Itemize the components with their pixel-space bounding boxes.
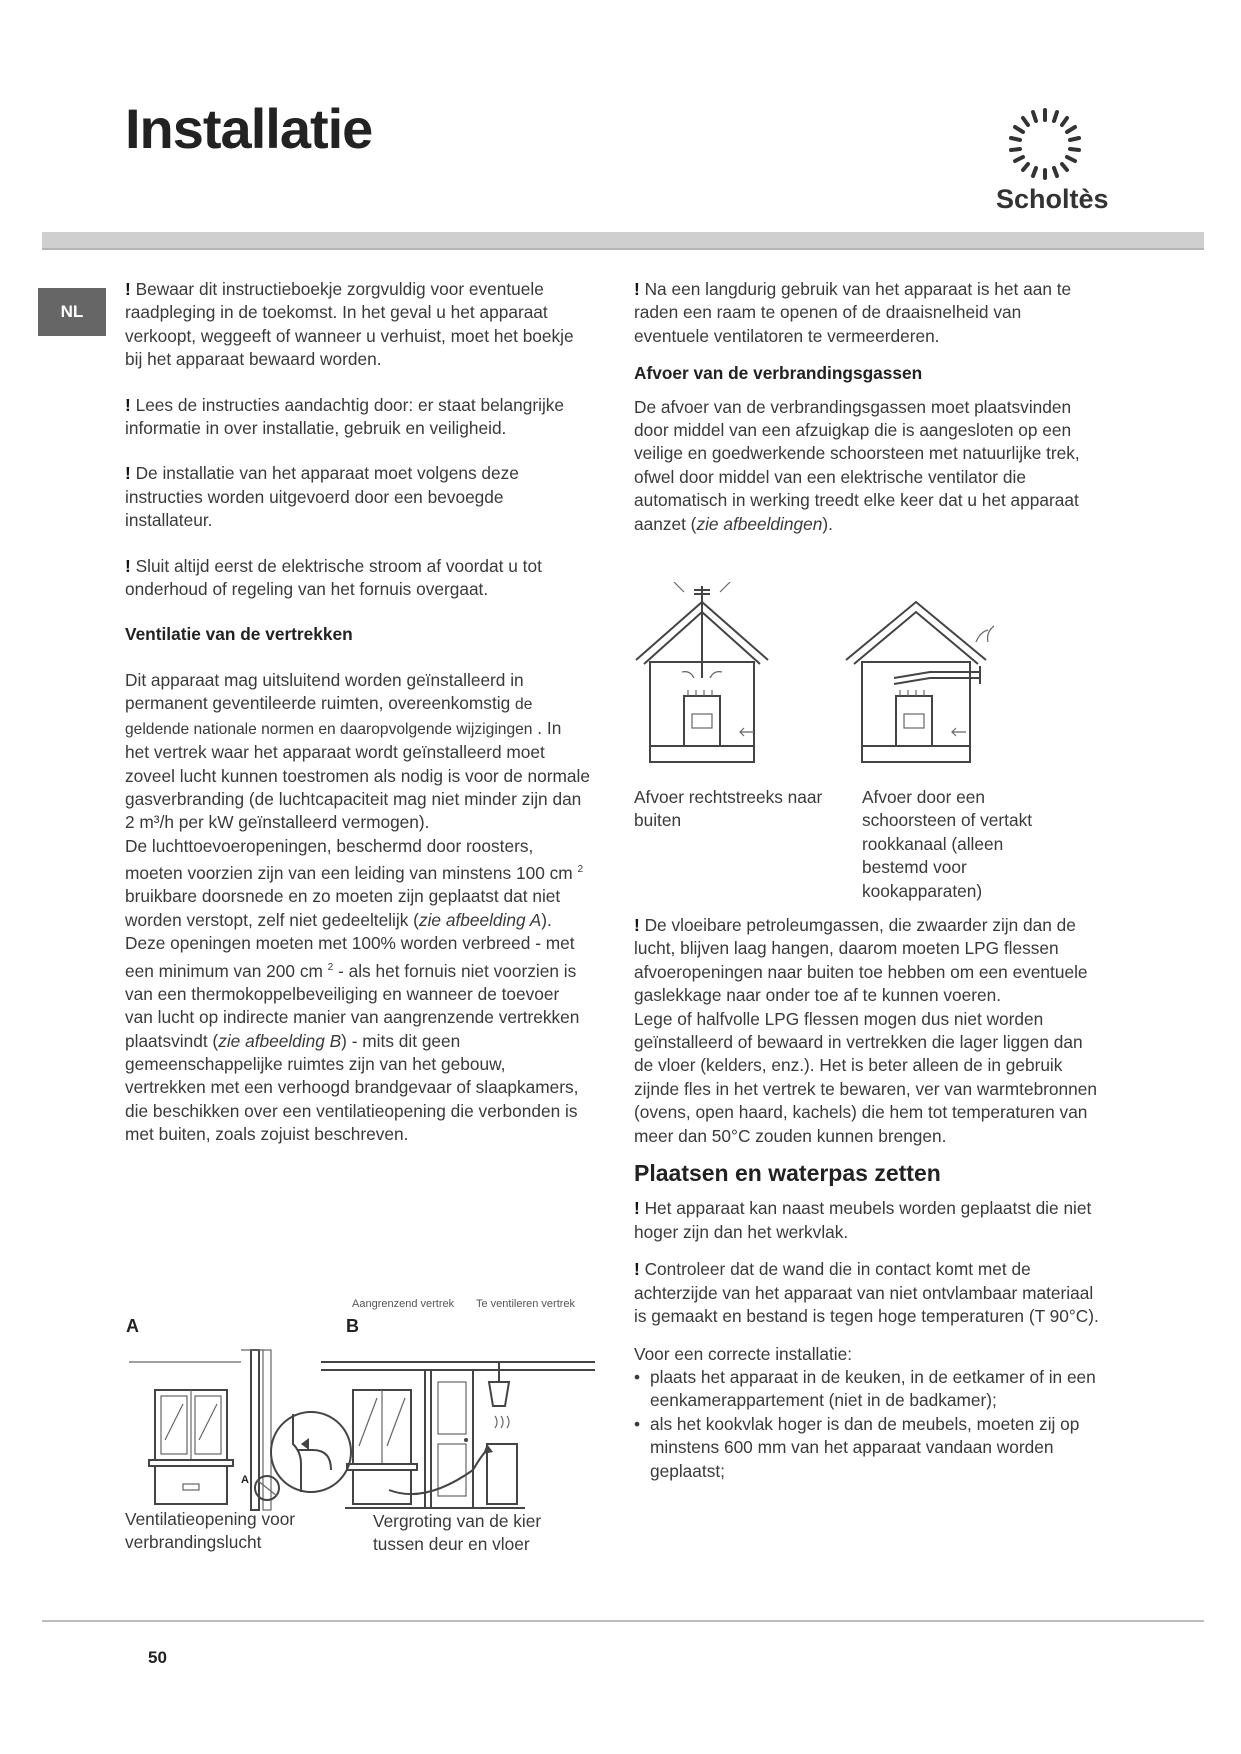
house-chimney-exhaust — [846, 602, 994, 762]
installation-intro: Voor een correcte installatie: — [634, 1343, 853, 1364]
caption-direct-exhaust: Afvoer rechtstreeks naar buiten — [634, 787, 823, 831]
footer-divider — [42, 1620, 1204, 1622]
brand-logo: Scholtès — [996, 184, 1109, 214]
figure-b-drawing — [321, 1362, 595, 1508]
exhaust-paragraph: De afvoer van de verbrandingsgassen moet plaatsvinden door middel van een afzuigkap die is aangesloten op een veilige en goedwerkende schoorsteen met natuurlijke trek, ofwel door middel van een elektrische ventilator die automatisch in werking treedt elke keer dat u het apparaat aanzet (zie afbeeldingen). — [634, 396, 1080, 534]
notice-paragraph: ! Het apparaat kan naast meubels worden geplaatst die niet hoger zijn dan het werkvlak. — [634, 1198, 1092, 1242]
small-label-a: A — [241, 1474, 249, 1486]
notice-paragraph: ! Sluit altijd eerst de elektrische stroom af voordat u tot onderhoud of regeling van het fornuis overgaat. — [125, 555, 542, 600]
room-to-ventilate-label: Te ventileren vertrek — [476, 1298, 576, 1310]
list-item: • als het kookvlak hoger is dan de meubels, moeten zij op minstens 600 mm van het apparaat vandaan worden geplaatst; — [634, 1413, 1080, 1481]
caption-b: Vergroting van de kier tussen deur en vloer — [373, 1511, 542, 1555]
lpg-paragraph: ! De vloeibare petroleumgassen, die zwaarder zijn dan de lucht, blijven laag hangen, daarom moeten LPG flessen afvoeropeningen naar buiten toe hebben om een eventuele gaslekkage naar onder toe af te kunnen voeren. — [634, 915, 1088, 1006]
left-column — [125, 278, 590, 1147]
caption-a: Ventilatieopening voor verbrandingslucht — [125, 1509, 296, 1553]
caption-chimney-exhaust: Afvoer door een schoorsteen of vertakt rookkanaal (alleen bestemd voor kookapparaten) — [862, 787, 1033, 901]
notice-paragraph: ! De installatie van het apparaat moet volgens deze instructies worden uitgevoerd door een bevoegde installateur. — [125, 463, 519, 531]
house-direct-exhaust — [636, 582, 768, 762]
figure-label-a: A — [126, 1316, 139, 1336]
section-heading-ventilation: Ventilatie van de vertrekken — [125, 624, 353, 645]
exhaust-diagram — [630, 582, 1050, 788]
notice-paragraph: ! Na een langdurig gebruik van het apparaat is het aan te raden een raam te openen of de draaisnelheid van eventuele ventilatoren te vermeerderen. — [634, 279, 1072, 346]
ventilation-diagram — [125, 1340, 595, 1520]
header-divider — [42, 232, 1204, 250]
section-heading-exhaust: Afvoer van de verbrandingsgassen — [634, 363, 923, 384]
right-column-top — [634, 278, 1099, 536]
notice-paragraph: ! Lees de instructies aandachtig door: er staat belangrijke informatie in over installatie, gebruik en veiligheid. — [125, 394, 565, 439]
figure-label-b: B — [346, 1316, 359, 1336]
section-heading-leveling: Plaatsen en waterpas zetten — [634, 1160, 941, 1187]
list-item: • plaats het apparaat in de keuken, in de eetkamer of in een eenkamerappartement (niet in de badkamer); — [634, 1366, 1096, 1411]
page-number: 50 — [148, 1648, 167, 1667]
figure-a-drawing — [129, 1350, 351, 1510]
language-tab: NL — [38, 288, 106, 336]
sun-logo-icon — [1000, 100, 1090, 190]
right-column-bottom — [634, 914, 1099, 1483]
ventilation-paragraph: Deze openingen moeten met 100% worden verbreed - met een minimum van 200 cm $^2$ - als het fornuis niet voorzien is van een thermokoppelbeveiliging en wanneer de toevoer van lucht op indirecte manier van aangrenzende vertrekken plaatsvindt (zie afbeelding B) - mits dit geen gemeenschappelijke ruimtes zijn van het gebouw, vertrekken met een verhoogd brandgevaar of slaapkamers, die beschikken over een ventilatieopening die verbonden is met buiten, zoals zojuist beschreven. — [125, 933, 580, 1145]
ventilation-paragraph: De luchttoevoeropeningen, beschermd door roosters, moeten voorzien zijn van een leiding van minstens 100 cm $^2$ bruikbare doorsnede en zo moeten zijn geplaatst dat niet worden verstopt, zelf niet gedeeltelijk (zie afbeelding A). — [125, 835, 584, 930]
adjacent-room-label: Aangrenzend vertrek — [352, 1298, 455, 1310]
ventilation-paragraph: Dit apparaat mag uitsluitend worden geïnstalleerd in permanent geventileerde ruimten, overeenkomstig de geldende nationale normen en daaropvolgende wijzigingen . In het vertrek waar het apparaat wordt geïnstalleerd moet zoveel lucht kunnen toestromen als nodig is voor de normale gasverbranding (de luchtcapaciteit mag niet minder zijn dan 2 m³/h per kW geïnstalleerd vermogen). — [125, 669, 590, 833]
page-title: Installatie — [125, 97, 373, 160]
lpg-paragraph-2: Lege of halfvolle LPG flessen mogen dus niet worden geïnstalleerd of bewaard in vertrekken die lager liggen dan de vloer (kelders, enz.). Het is beter alleen de in gebruik zijnde fles in het vertrek te bewaren, ver van warmtebronnen (ovens, open haard, kachels) die hem tot temperaturen van meer dan 50°C zouden kunnen brengen. — [634, 1008, 1097, 1146]
notice-paragraph: ! Bewaar dit instructieboekje zorgvuldig voor eventuele raadpleging in de toekomst. In het geval u het apparaat verkoopt, weggeeft of wanneer u verhuist, moet het boekje bij het apparaat bewaard worden. — [125, 279, 574, 370]
notice-paragraph: ! Controleer dat de wand die in contact komt met de achterzijde van het apparaat van niet ontvlambaar materiaal is gemaakt en bestand is tegen hoge temperaturen (T 90°C). — [634, 1259, 1099, 1327]
